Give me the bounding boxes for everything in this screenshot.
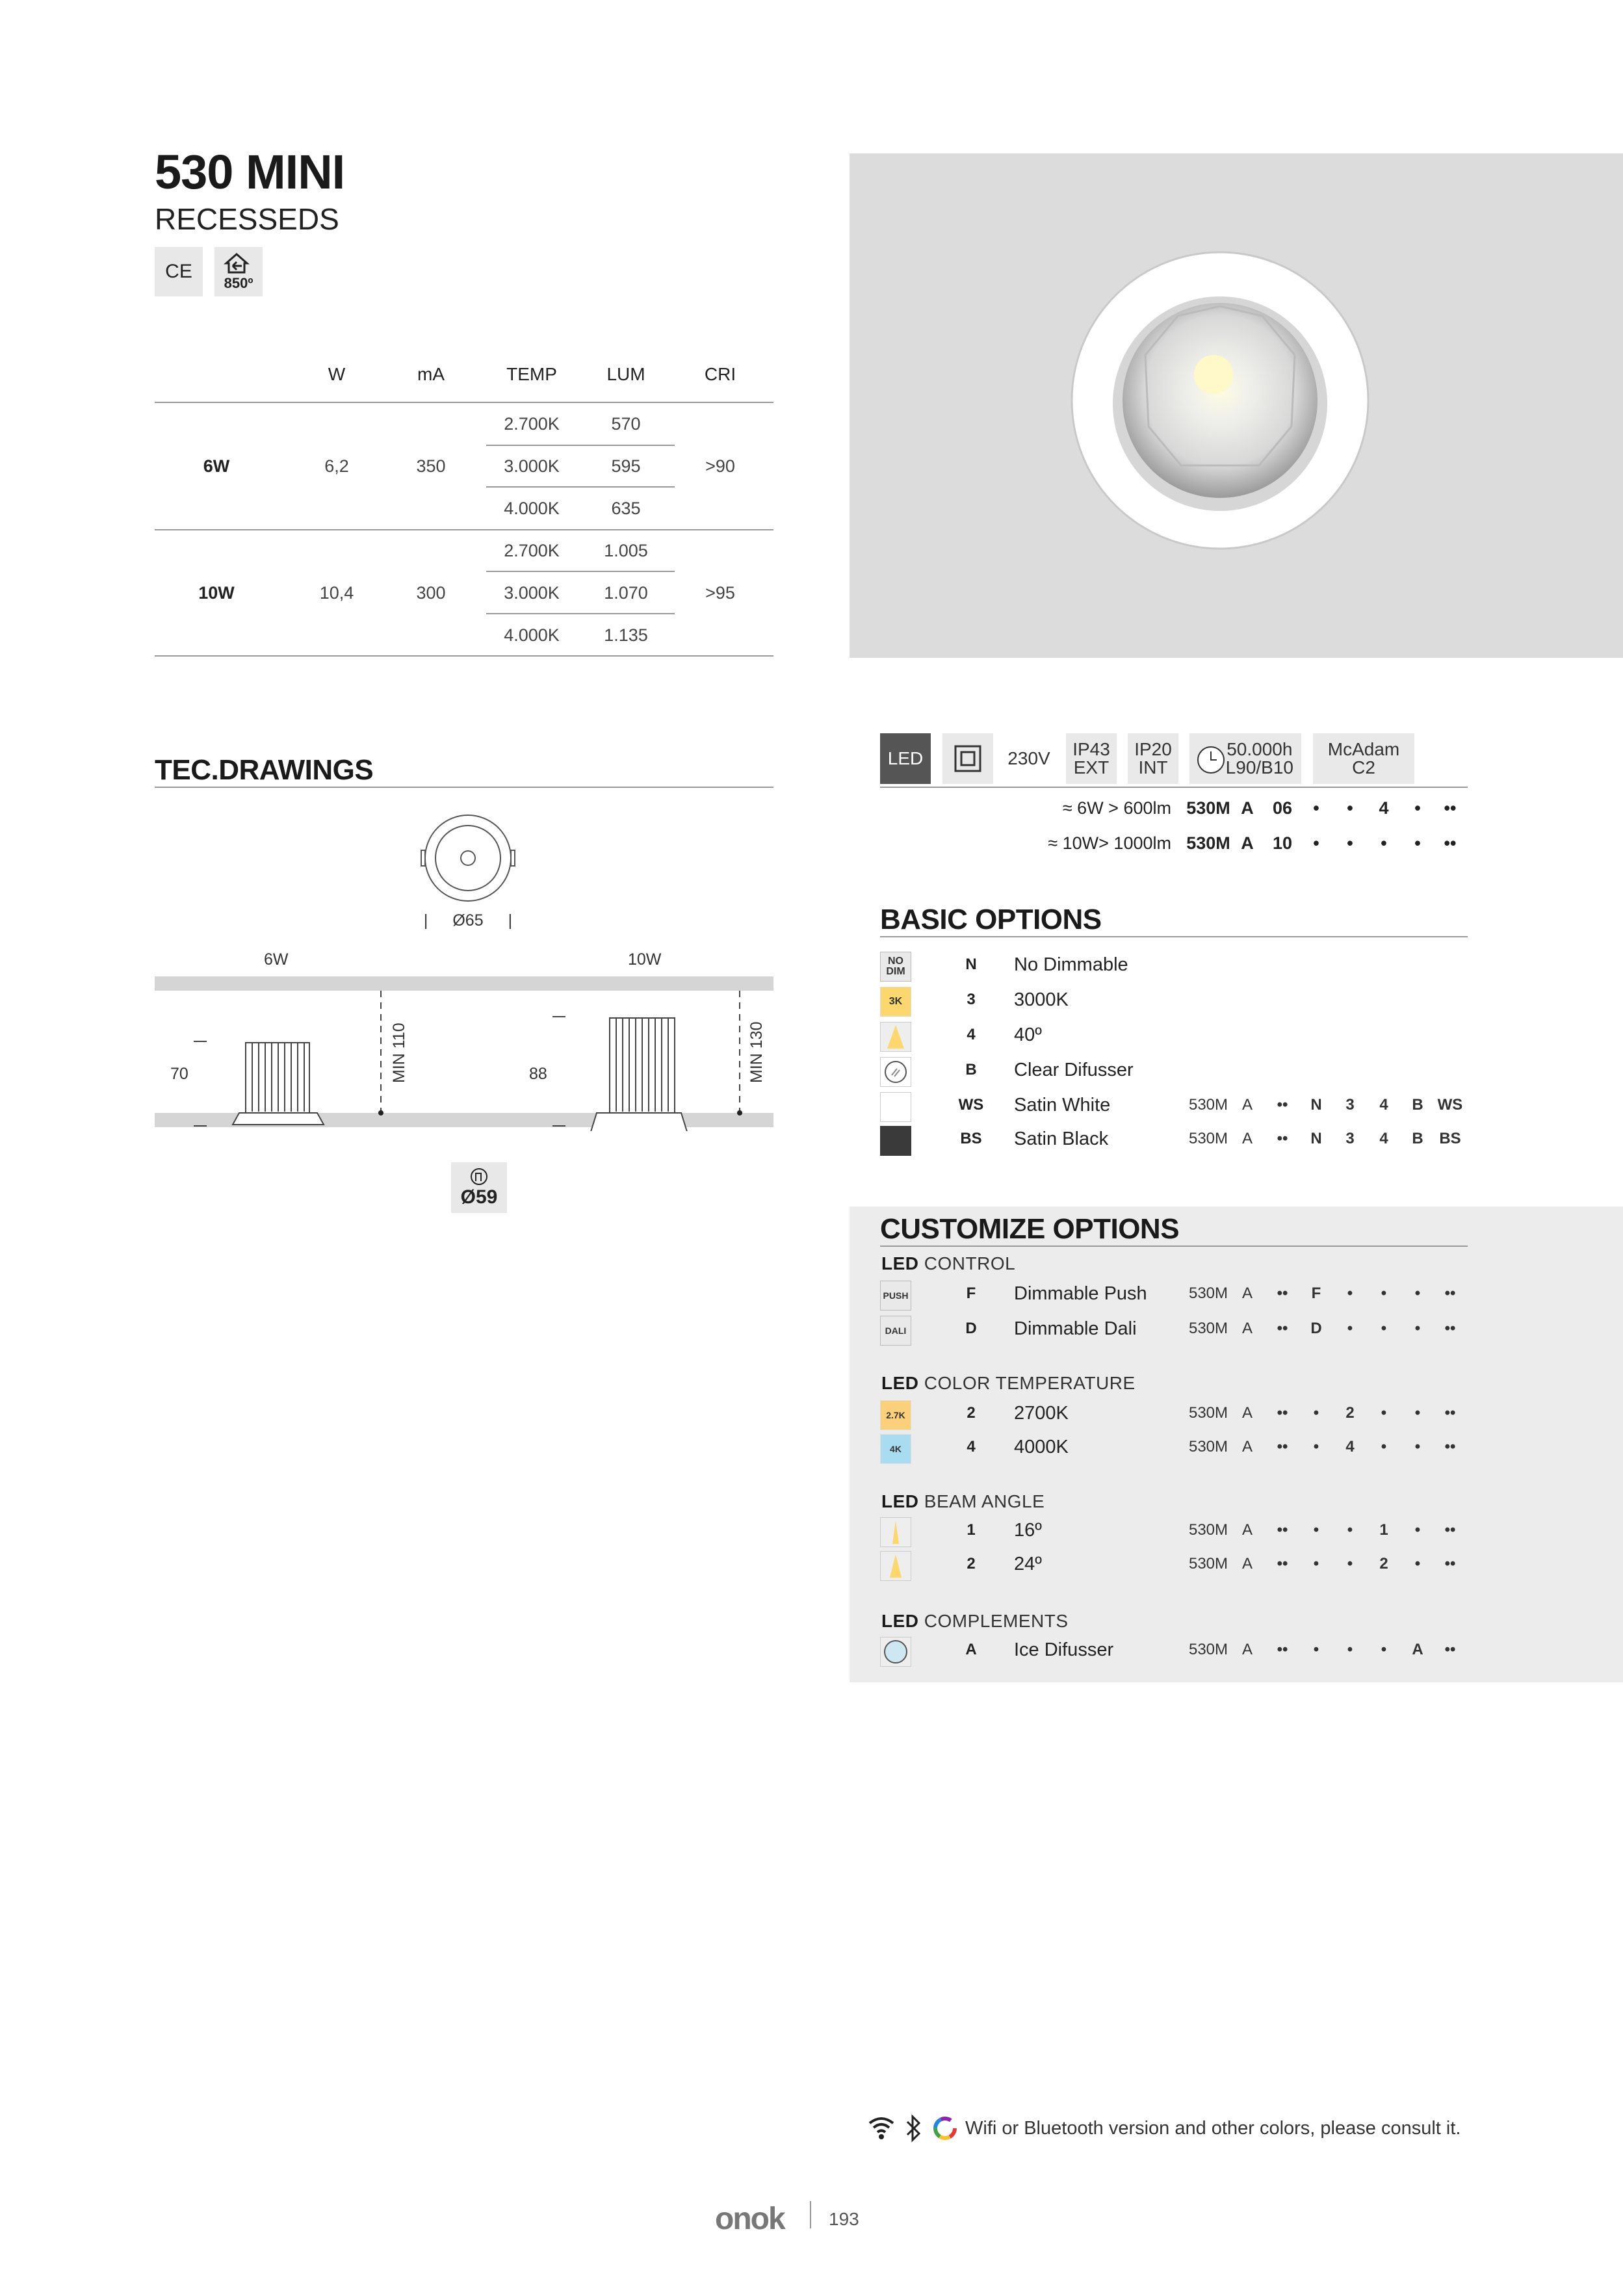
code-cell: • [1347,798,1353,818]
model-10w: 10W [198,583,235,603]
divider [155,402,773,403]
dali-swatch: DALI [880,1316,911,1346]
temp-value: 4.000K [504,625,560,645]
code-cell: • [1381,1285,1387,1302]
code-cell: •• [1277,1285,1288,1302]
col-header-w: W [328,364,346,384]
code-cell: A [1241,1320,1253,1337]
col-header-temp: TEMP [506,364,557,384]
code-cell: • [1414,1285,1421,1302]
code-cell: 3 [1345,1096,1355,1114]
lifetime-icon [1189,733,1301,784]
product-title: 530 MINI [155,145,345,199]
satin-white-swatch [880,1092,911,1122]
divider [486,445,675,446]
code-cell: 530M [1188,1285,1228,1302]
ce-mark-label: CE [165,261,192,282]
code-cell: N [1310,1130,1322,1147]
code-cell: •• [1444,798,1457,818]
top-view-drawing [416,811,520,915]
min-depth-6w: MIN 110 [390,1023,408,1083]
option-clear-diffuser [880,1056,1535,1088]
code-cell: • [1313,1555,1319,1572]
code-cell: WS [1437,1096,1463,1114]
option-no-dimmable [880,950,1535,983]
voltage-label [1004,733,1054,784]
product-subtitle: RECESSEDS [155,202,339,236]
code-cell: 530M [1188,1641,1228,1658]
code-cell: • [1414,1404,1421,1422]
height-10w: 88 [529,1065,547,1083]
4k-swatch: 4K [880,1434,911,1464]
code-cell: • [1313,1404,1319,1422]
option-key: 4 [967,1026,976,1043]
code-cell: •• [1277,1130,1288,1147]
cri-value: >95 [705,583,735,603]
option-key: N [965,956,977,973]
code-cell: BS [1439,1130,1461,1147]
code-cell: 1 [1379,1521,1388,1539]
code-cell: • [1414,833,1421,853]
code-cell: A [1241,1555,1253,1572]
color-wheel-icon [935,2119,955,2138]
option-4000k [880,1433,1535,1465]
option-key: BS [960,1130,982,1147]
option-key: 1 [967,1521,976,1539]
min-depth-10w: MIN 130 [747,1021,766,1083]
code-cell: A [1241,1130,1253,1147]
watt-value: 6,2 [324,456,349,476]
diameter-value: Ø65 [452,911,484,930]
code-cell: 4 [1379,798,1389,818]
option-label: 4000K [1014,1437,1069,1457]
lum-value: 1.135 [604,625,648,645]
group-led-control [881,1253,1015,1274]
code-cell: •• [1444,1555,1456,1572]
lum-value: 570 [611,414,641,434]
footer-note: Wifi or Bluetooth version and other colors, please consult it. [965,2118,1461,2139]
divider [880,787,1468,788]
customize-options-heading: CUSTOMIZE OPTIONS [880,1213,1180,1245]
option-satin-black [880,1125,1535,1157]
code-cell: • [1347,1320,1353,1337]
code-cell: • [1347,1641,1353,1658]
led-icon [880,733,931,784]
code-cell: 2 [1345,1404,1355,1422]
option-label: Satin Black [1014,1128,1109,1149]
divider [486,486,675,488]
code-cell: • [1381,833,1387,853]
option-2700k [880,1399,1535,1431]
lum-value: 1.005 [604,541,648,560]
code-cell: 10 [1272,833,1293,853]
code-cell: • [1381,1438,1387,1455]
height-6w: 70 [170,1065,188,1083]
code-cell: •• [1277,1320,1288,1337]
satin-black-swatch [880,1126,911,1156]
lum-value: 595 [611,456,641,476]
divider [155,655,773,657]
code-cell: • [1313,1521,1319,1539]
led-icon-label: LED [887,748,924,768]
divider [880,1246,1468,1247]
code-cell: D [1310,1320,1322,1337]
group-prefix: LED [881,1253,919,1273]
cri-value: >90 [705,456,735,476]
group-complements [881,1611,1069,1632]
ip20-label: IP20 INT [1134,739,1172,777]
option-key: D [965,1320,977,1337]
option-label: 16º [1014,1520,1042,1541]
option-label: Ice Difusser [1014,1639,1114,1660]
group-color-temperature [881,1373,1136,1394]
option-key: 3 [967,991,976,1008]
group-title: COLOR TEMPERATURE [918,1373,1136,1393]
divider [810,2201,811,2228]
option-ice-diffuser [880,1636,1535,1668]
code-cell: 4 [1345,1438,1355,1455]
temp-value: 3.000K [504,583,560,603]
divider [486,571,675,572]
group-prefix: LED [881,1373,919,1393]
2-7k-swatch: 2.7K [880,1400,911,1430]
group-beam-angle [881,1491,1045,1512]
lum-value: 1.070 [604,583,648,603]
code-cell: 2 [1379,1555,1388,1572]
clear-diffuser-icon [880,1057,911,1087]
code-row-6w [880,798,1468,824]
spec-table [155,364,773,657]
macadam-icon [1313,733,1414,784]
wifi-icon [870,2119,893,2139]
code-cell: • [1347,1285,1353,1302]
divider [155,529,773,530]
basic-options-heading: BASIC OPTIONS [880,904,1102,935]
temp-value: 2.700K [504,541,560,560]
ip20-icon [1128,733,1178,784]
ip43-icon [1066,733,1117,784]
code-cell: A [1241,833,1254,853]
bluetooth-icon [907,2117,919,2140]
col-header-cri: CRI [704,364,736,384]
macadam-label: McAdam C2 [1327,739,1400,777]
code-cell: 4 [1379,1096,1388,1114]
code-cell: A [1412,1641,1423,1658]
option-key: F [966,1285,976,1302]
option-label: No Dimmable [1014,954,1128,975]
code-cell: B [1412,1130,1423,1147]
model-6w: 6W [203,456,230,476]
code-cell: • [1313,833,1319,853]
code-cell: •• [1444,1404,1456,1422]
option-label: 3000K [1014,989,1069,1010]
cut-out-icon [451,1162,507,1213]
code-cell: •• [1277,1438,1288,1455]
code-cell: 530M [1188,1521,1228,1539]
code-cell: N [1310,1096,1322,1114]
cut-out-label: Ø59 [460,1186,498,1208]
code-cell: • [1381,1641,1387,1658]
code-cell: • [1313,1641,1319,1658]
col-header-lum: LUM [606,364,645,384]
option-key: A [965,1641,977,1658]
beam-16-icon [880,1517,911,1547]
option-label: Clear Difusser [1014,1060,1134,1080]
code-cell: • [1414,1521,1421,1539]
col-header-ma: mA [417,364,445,384]
code-cell: A [1241,1438,1253,1455]
brand-logo: onok [715,2202,785,2236]
code-desc: ≈ 6W > 600lm [1062,798,1171,818]
divider [155,787,773,788]
code-cell: 530M [1188,1130,1228,1147]
option-label: 2700K [1014,1403,1069,1424]
ip43-label: IP43 EXT [1072,739,1110,777]
product-photo [850,153,1623,658]
code-cell: •• [1444,1285,1456,1302]
code-cell: •• [1277,1641,1288,1658]
code-cell: • [1381,1320,1387,1337]
code-cell: 530M [1188,1555,1228,1572]
watt-value: 10,4 [319,583,354,603]
code-cell: 06 [1272,798,1293,818]
option-label: Dimmable Dali [1014,1318,1137,1339]
side-view-drawing [155,975,773,1131]
code-cell: 530M [1186,798,1230,818]
drawing-label-6w: 6W [264,950,289,969]
code-cell: A [1241,1285,1253,1302]
lifetime-label: 50.000h L90/B10 [1225,739,1293,777]
voltage-value: 230V [1007,748,1050,768]
code-cell: • [1414,1438,1421,1455]
code-cell: • [1414,798,1421,818]
heat-resistance-label: 850º [224,275,253,291]
code-cell: •• [1277,1096,1288,1114]
option-key: 2 [967,1404,976,1422]
option-key: 2 [967,1555,976,1572]
code-desc: ≈ 10W> 1000lm [1048,833,1171,853]
option-beam-24 [880,1550,1535,1582]
code-cell: • [1347,1555,1353,1572]
code-cell: A [1241,1641,1253,1658]
code-cell: 530M [1186,833,1230,853]
code-cell: B [1412,1096,1423,1114]
group-prefix: LED [881,1491,919,1511]
temp-value: 4.000K [504,499,560,518]
code-cell: A [1241,798,1254,818]
option-3000k [880,985,1535,1018]
page-number: 193 [829,2209,859,2229]
heat-resistance-icon [214,247,263,296]
class2-icon [942,733,993,784]
option-label: Satin White [1014,1095,1111,1115]
group-title: CONTROL [918,1253,1016,1273]
code-cell: •• [1444,833,1457,853]
option-beam-16 [880,1516,1535,1548]
diameter-label: | Ø65 | [423,911,513,930]
code-cell: A [1241,1404,1253,1422]
code-cell: •• [1277,1404,1288,1422]
drawing-label-10w: 10W [628,950,662,969]
3k-swatch: 3K [880,987,911,1017]
code-cell: •• [1277,1521,1288,1539]
option-dimmable-dali [880,1314,1535,1347]
code-cell: A [1241,1096,1253,1114]
option-key: 4 [967,1438,976,1455]
code-cell: •• [1444,1641,1456,1658]
code-cell: A [1241,1521,1253,1539]
option-label: Dimmable Push [1014,1283,1147,1304]
ma-value: 300 [416,583,446,603]
option-key: WS [958,1096,984,1114]
code-cell: •• [1444,1438,1456,1455]
code-cell: • [1313,1438,1319,1455]
no-dim-swatch: NO DIM [880,952,911,982]
ma-value: 350 [416,456,446,476]
connectivity-icons [867,2114,962,2143]
code-cell: 4 [1379,1130,1388,1147]
code-cell: 3 [1345,1130,1355,1147]
code-cell: 530M [1188,1438,1228,1455]
group-title: BEAM ANGLE [918,1491,1045,1511]
code-cell: • [1381,1404,1387,1422]
ce-mark-icon [155,247,203,296]
option-key: B [965,1061,977,1078]
ice-diffuser-icon [880,1637,911,1667]
code-cell: 530M [1188,1096,1228,1114]
code-cell: 530M [1188,1320,1228,1337]
code-cell: • [1414,1320,1421,1337]
lum-value: 635 [611,499,641,518]
option-label: 40º [1014,1024,1042,1045]
code-cell: •• [1444,1521,1456,1539]
divider [880,936,1468,937]
code-cell: • [1414,1555,1421,1572]
code-cell: • [1347,833,1353,853]
option-40-beam [880,1021,1535,1053]
option-label: 24º [1014,1554,1042,1574]
code-cell: F [1311,1285,1321,1302]
divider [486,613,675,614]
group-prefix: LED [881,1611,919,1631]
code-cell: 530M [1188,1404,1228,1422]
beam-24-icon [880,1551,911,1581]
code-cell: •• [1277,1555,1288,1572]
temp-value: 3.000K [504,456,560,476]
tec-drawings-heading: TEC.DRAWINGS [155,754,374,786]
option-dimmable-push [880,1279,1535,1312]
group-title: COMPLEMENTS [918,1611,1069,1631]
code-cell: • [1347,1521,1353,1539]
beam-40-icon [880,1022,911,1052]
push-swatch: PUSH [880,1281,911,1311]
option-satin-white [880,1091,1535,1123]
code-cell: •• [1444,1320,1456,1337]
code-cell: • [1313,798,1319,818]
code-row-10w [880,833,1468,859]
temp-value: 2.700K [504,414,560,434]
